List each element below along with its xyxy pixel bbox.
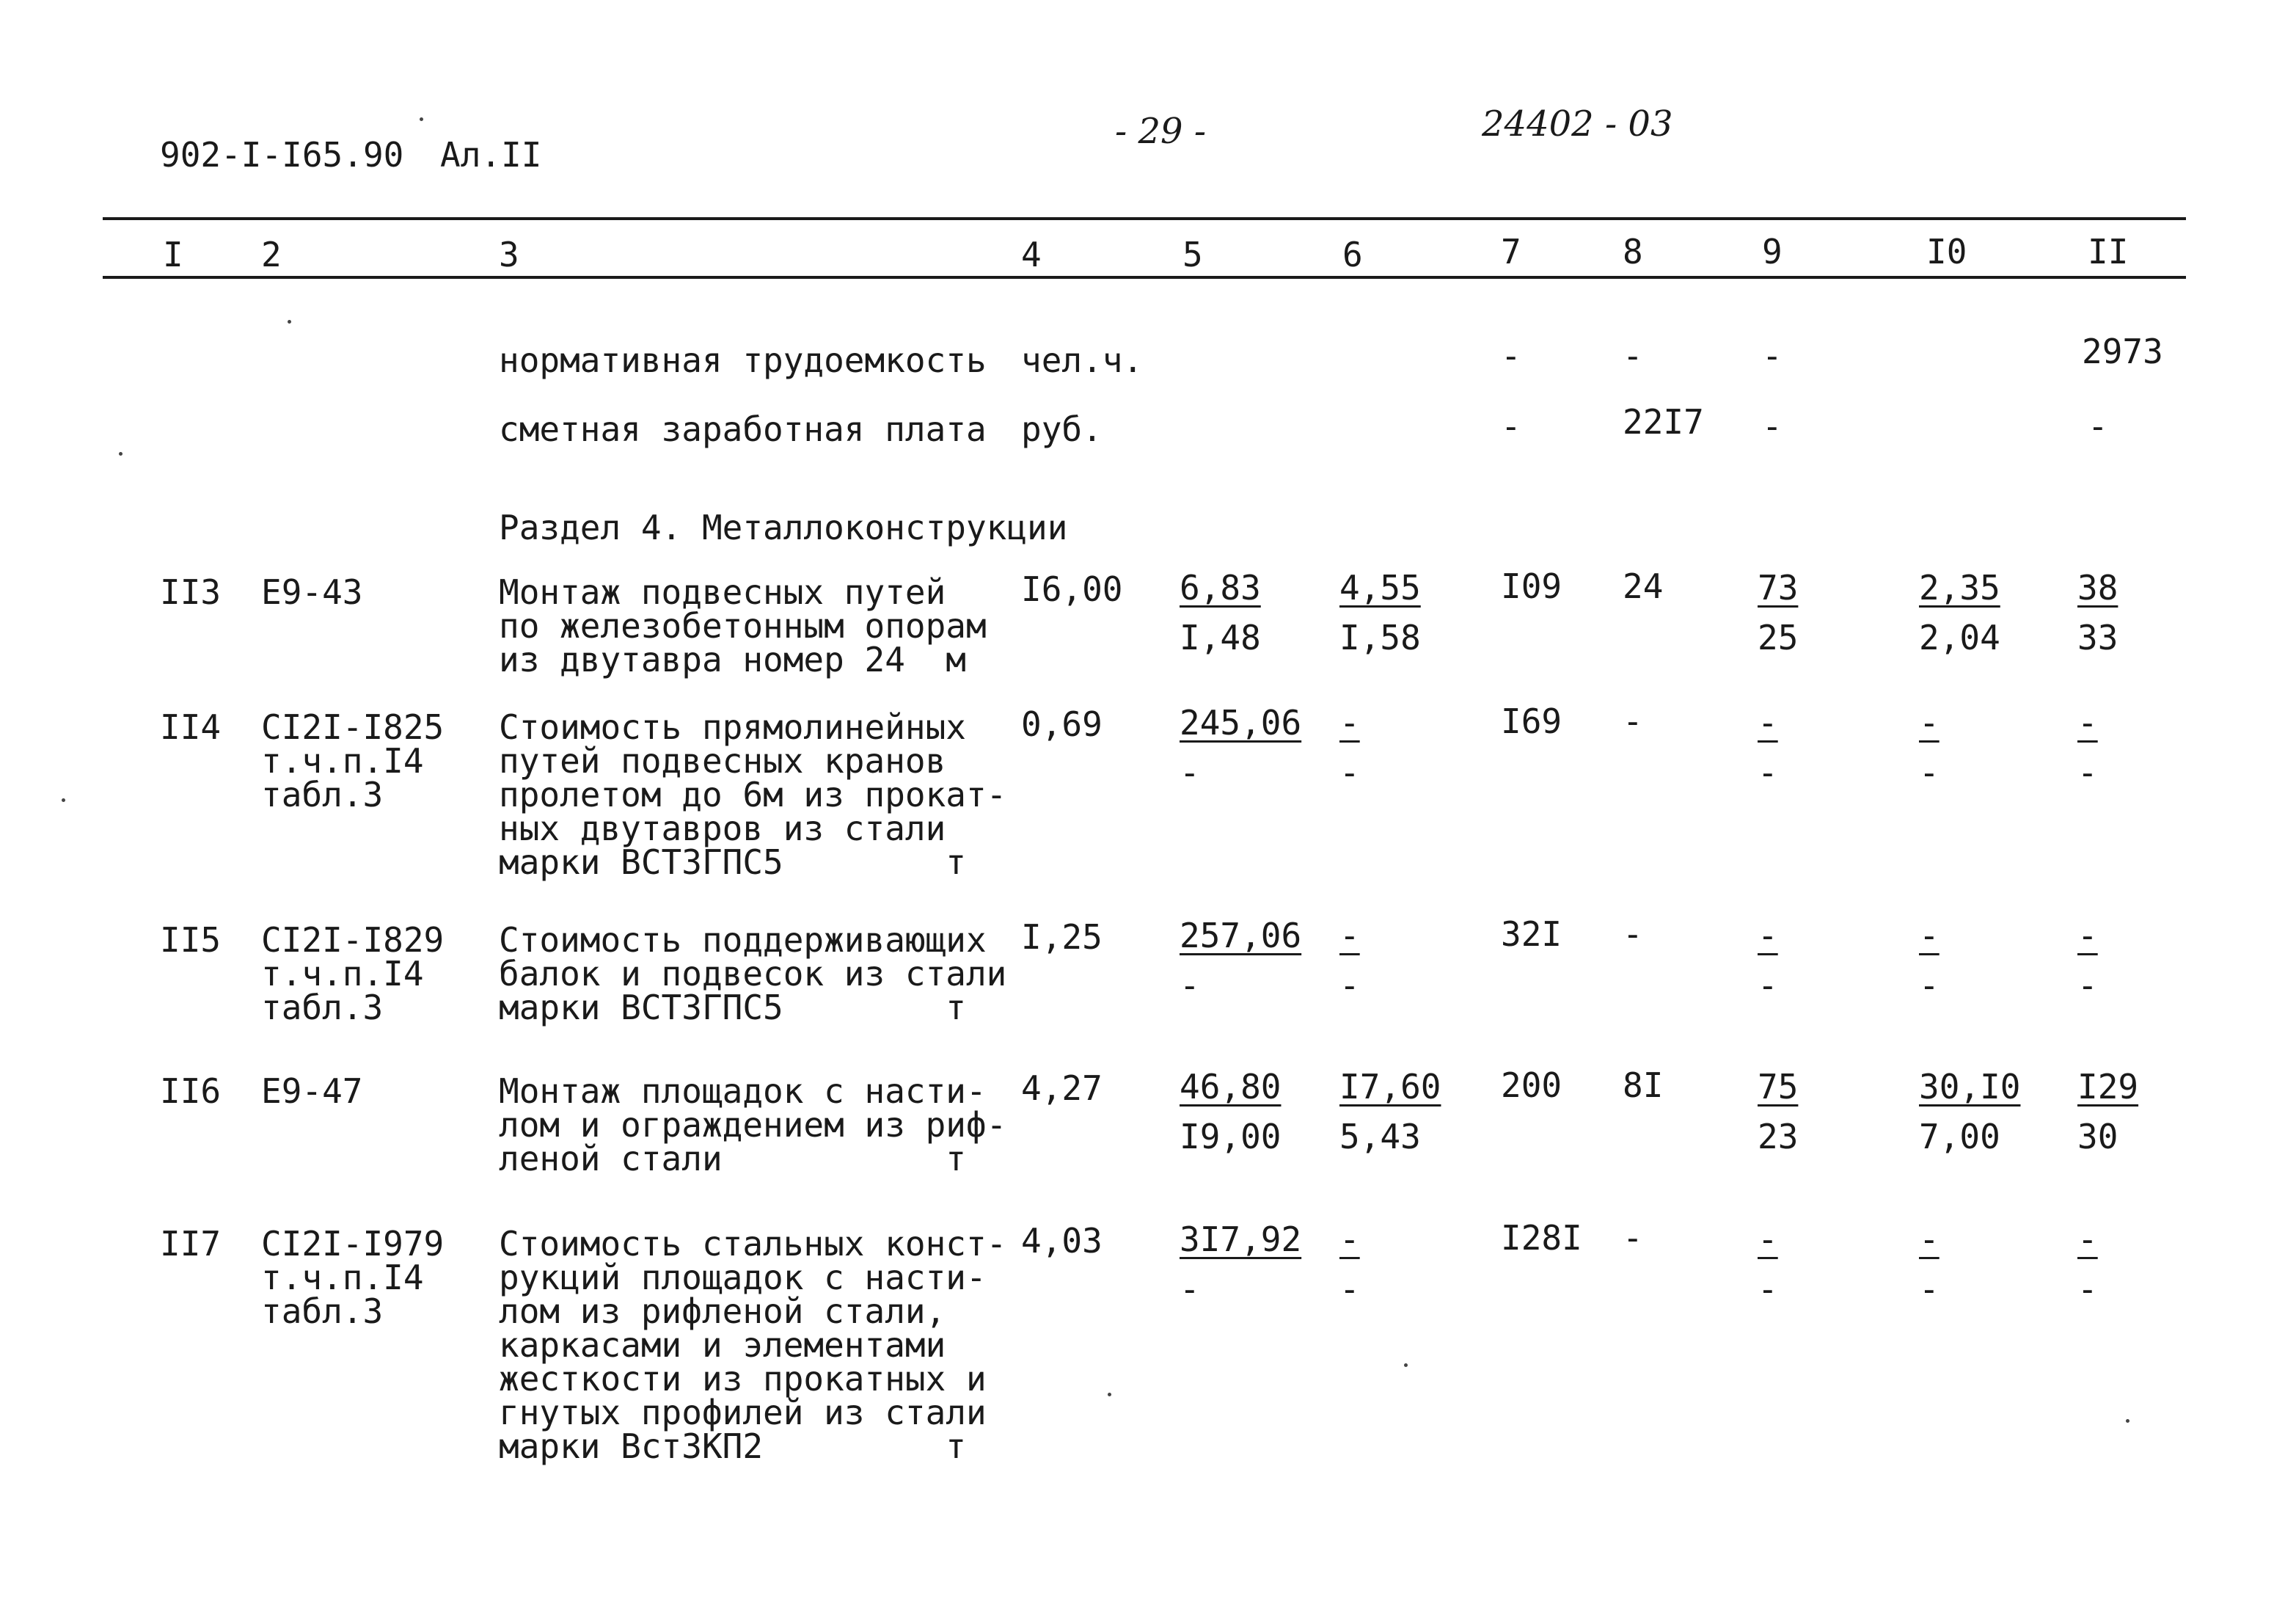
document-code: 902-I-I65.90 [160,135,404,175]
section-title: Раздел 4. Металлоконструкции [499,508,1068,547]
wage-total: - [1623,914,1643,954]
quantity: 4,27 [1021,1068,1103,1108]
cost-upper: - [1339,916,1360,955]
row-number: II6 [160,1071,222,1111]
price-code: E9-43 [261,572,363,612]
cost-upper: 245,06 [1180,703,1302,743]
summary-label: нормативная трудоемкость [499,340,987,380]
row-number: II3 [160,572,222,612]
cost-lower: - [1758,966,1778,1005]
cost-total: 32I [1501,914,1562,954]
cost-lower: - [1339,1269,1360,1309]
cost-lower: 2,04 [1919,618,2000,657]
column-header: 7 [1501,232,1521,271]
summary-cell: - [1623,336,1643,376]
column-header: 8 [1623,232,1643,271]
cost-upper: 6,83 [1180,568,1261,608]
scan-speck [288,320,291,324]
summary-cell: - [1762,407,1783,446]
cost-lower: - [1758,753,1778,792]
cost-lower: 30 [2077,1117,2118,1156]
summary-cell: - [1501,407,1521,446]
column-header: 5 [1182,235,1203,274]
cost-upper: - [1339,1220,1360,1259]
page-number: - 29 - [1115,111,1207,152]
column-header: 6 [1342,235,1363,274]
row-number: II7 [160,1224,222,1264]
price-code: CI2I-I829 [261,920,445,960]
cost-total: I28I [1501,1218,1582,1258]
scan-speck [119,452,123,456]
work-description: Стоимость прямолинейных путей подвесных кранов пролетом до 6м из прокат- ных двутавров из стали марки ВСТ3ГПС5 т [499,707,1007,882]
column-header: 3 [499,235,519,274]
summary-cell: 2973 [2082,332,2163,371]
inventory-code: 24402 - 03 [1482,103,1673,145]
wage-total: - [1623,1218,1643,1258]
summary-unit: руб. [1021,409,1103,449]
album-number: Ал.II [440,135,542,175]
summary-label: сметная заработная плата [499,409,987,449]
column-header: I [163,235,183,274]
scan-speck [1404,1363,1408,1367]
cost-upper: 30,I0 [1919,1067,2021,1107]
cost-upper: 3I7,92 [1180,1220,1302,1259]
work-description: Стоимость поддерживающих балок и подвесок из стали марки ВСТ3ГПС5 т [499,920,1007,1027]
price-code: CI2I-I979 [261,1224,445,1264]
cost-lower: 25 [1758,618,1799,657]
cost-lower: - [1180,753,1200,792]
cost-lower: - [1919,753,1939,792]
cost-upper: 46,80 [1180,1067,1282,1107]
summary-unit: чел.ч. [1021,340,1144,380]
row-number: II4 [160,707,222,747]
cost-upper: 73 [1758,568,1799,608]
table-top-rule [103,217,2186,220]
price-code: табл.3 [261,1291,384,1331]
cost-upper: - [1919,703,1939,743]
cost-lower: 33 [2077,618,2118,657]
cost-lower: I,58 [1339,618,1421,657]
cost-lower: I,48 [1180,618,1261,657]
summary-cell: 22I7 [1623,402,1704,442]
cost-upper: I29 [2077,1067,2139,1107]
cost-total: I69 [1501,701,1562,741]
work-description: Стоимость стальных конст- рукций площадок с насти- лом из рифленой стали, каркасами и элементами жесткости из прокатных и гнутых профилей из стали марки ВстЗКП2 т [499,1224,1007,1466]
price-code: т.ч.п.I4 [261,1258,424,1297]
cost-lower: - [1919,1269,1939,1309]
cost-upper: - [1758,703,1778,743]
work-description: Монтаж площадок с насти- лом и ограждением из риф- леной стали т [499,1071,1007,1178]
price-code: табл.3 [261,775,384,814]
cost-lower: - [1180,1269,1200,1309]
row-number: II5 [160,920,222,960]
scan-speck [420,117,423,121]
cost-upper: - [2077,1220,2098,1259]
scan-speck [2126,1419,2129,1423]
cost-upper: - [1758,916,1778,955]
quantity: 4,03 [1021,1221,1103,1261]
cost-lower: - [1919,966,1939,1005]
cost-lower: I9,00 [1180,1117,1282,1156]
column-header: II [2088,232,2129,271]
column-header: 9 [1762,232,1783,271]
cost-upper: - [1339,703,1360,743]
cost-upper: 2,35 [1919,568,2000,608]
quantity: I,25 [1021,917,1103,957]
column-header: 4 [1021,235,1042,274]
price-code: т.ч.п.I4 [261,954,424,994]
table-header-rule [103,276,2186,279]
summary-cell: - [1762,336,1783,376]
work-description: Монтаж подвесных путей по железобетонным опорам из двутавра номер 24 м [499,572,987,679]
wage-total: 8I [1623,1065,1664,1105]
cost-lower: - [2077,753,2098,792]
price-code: E9-47 [261,1071,363,1111]
quantity: 0,69 [1021,704,1103,744]
cost-total: 200 [1501,1065,1562,1105]
cost-upper: - [1919,1220,1939,1259]
cost-lower: - [1180,966,1200,1005]
wage-total: - [1623,701,1643,741]
cost-upper: 257,06 [1180,916,1302,955]
summary-cell: - [1501,336,1521,376]
price-code: CI2I-I825 [261,707,445,747]
column-header: 2 [261,235,282,274]
cost-lower: 7,00 [1919,1117,2000,1156]
column-header: I0 [1926,232,1967,271]
cost-upper: - [2077,703,2098,743]
cost-upper: 4,55 [1339,568,1421,608]
cost-upper: 38 [2077,568,2118,608]
cost-lower: - [1339,753,1360,792]
cost-upper: 75 [1758,1067,1799,1107]
scan-speck [62,798,65,802]
cost-lower: 23 [1758,1117,1799,1156]
cost-lower: - [2077,966,2098,1005]
summary-cell: - [2088,407,2108,446]
cost-lower: - [2077,1269,2098,1309]
cost-upper: - [1758,1220,1778,1259]
price-code: т.ч.п.I4 [261,741,424,781]
scan-speck [1108,1393,1111,1396]
cost-lower: - [1758,1269,1778,1309]
cost-upper: - [1919,916,1939,955]
cost-upper: - [2077,916,2098,955]
quantity: I6,00 [1021,569,1123,609]
cost-upper: I7,60 [1339,1067,1441,1107]
price-code: табл.3 [261,988,384,1027]
cost-total: I09 [1501,566,1562,606]
cost-lower: - [1339,966,1360,1005]
wage-total: 24 [1623,566,1664,606]
cost-lower: 5,43 [1339,1117,1421,1156]
